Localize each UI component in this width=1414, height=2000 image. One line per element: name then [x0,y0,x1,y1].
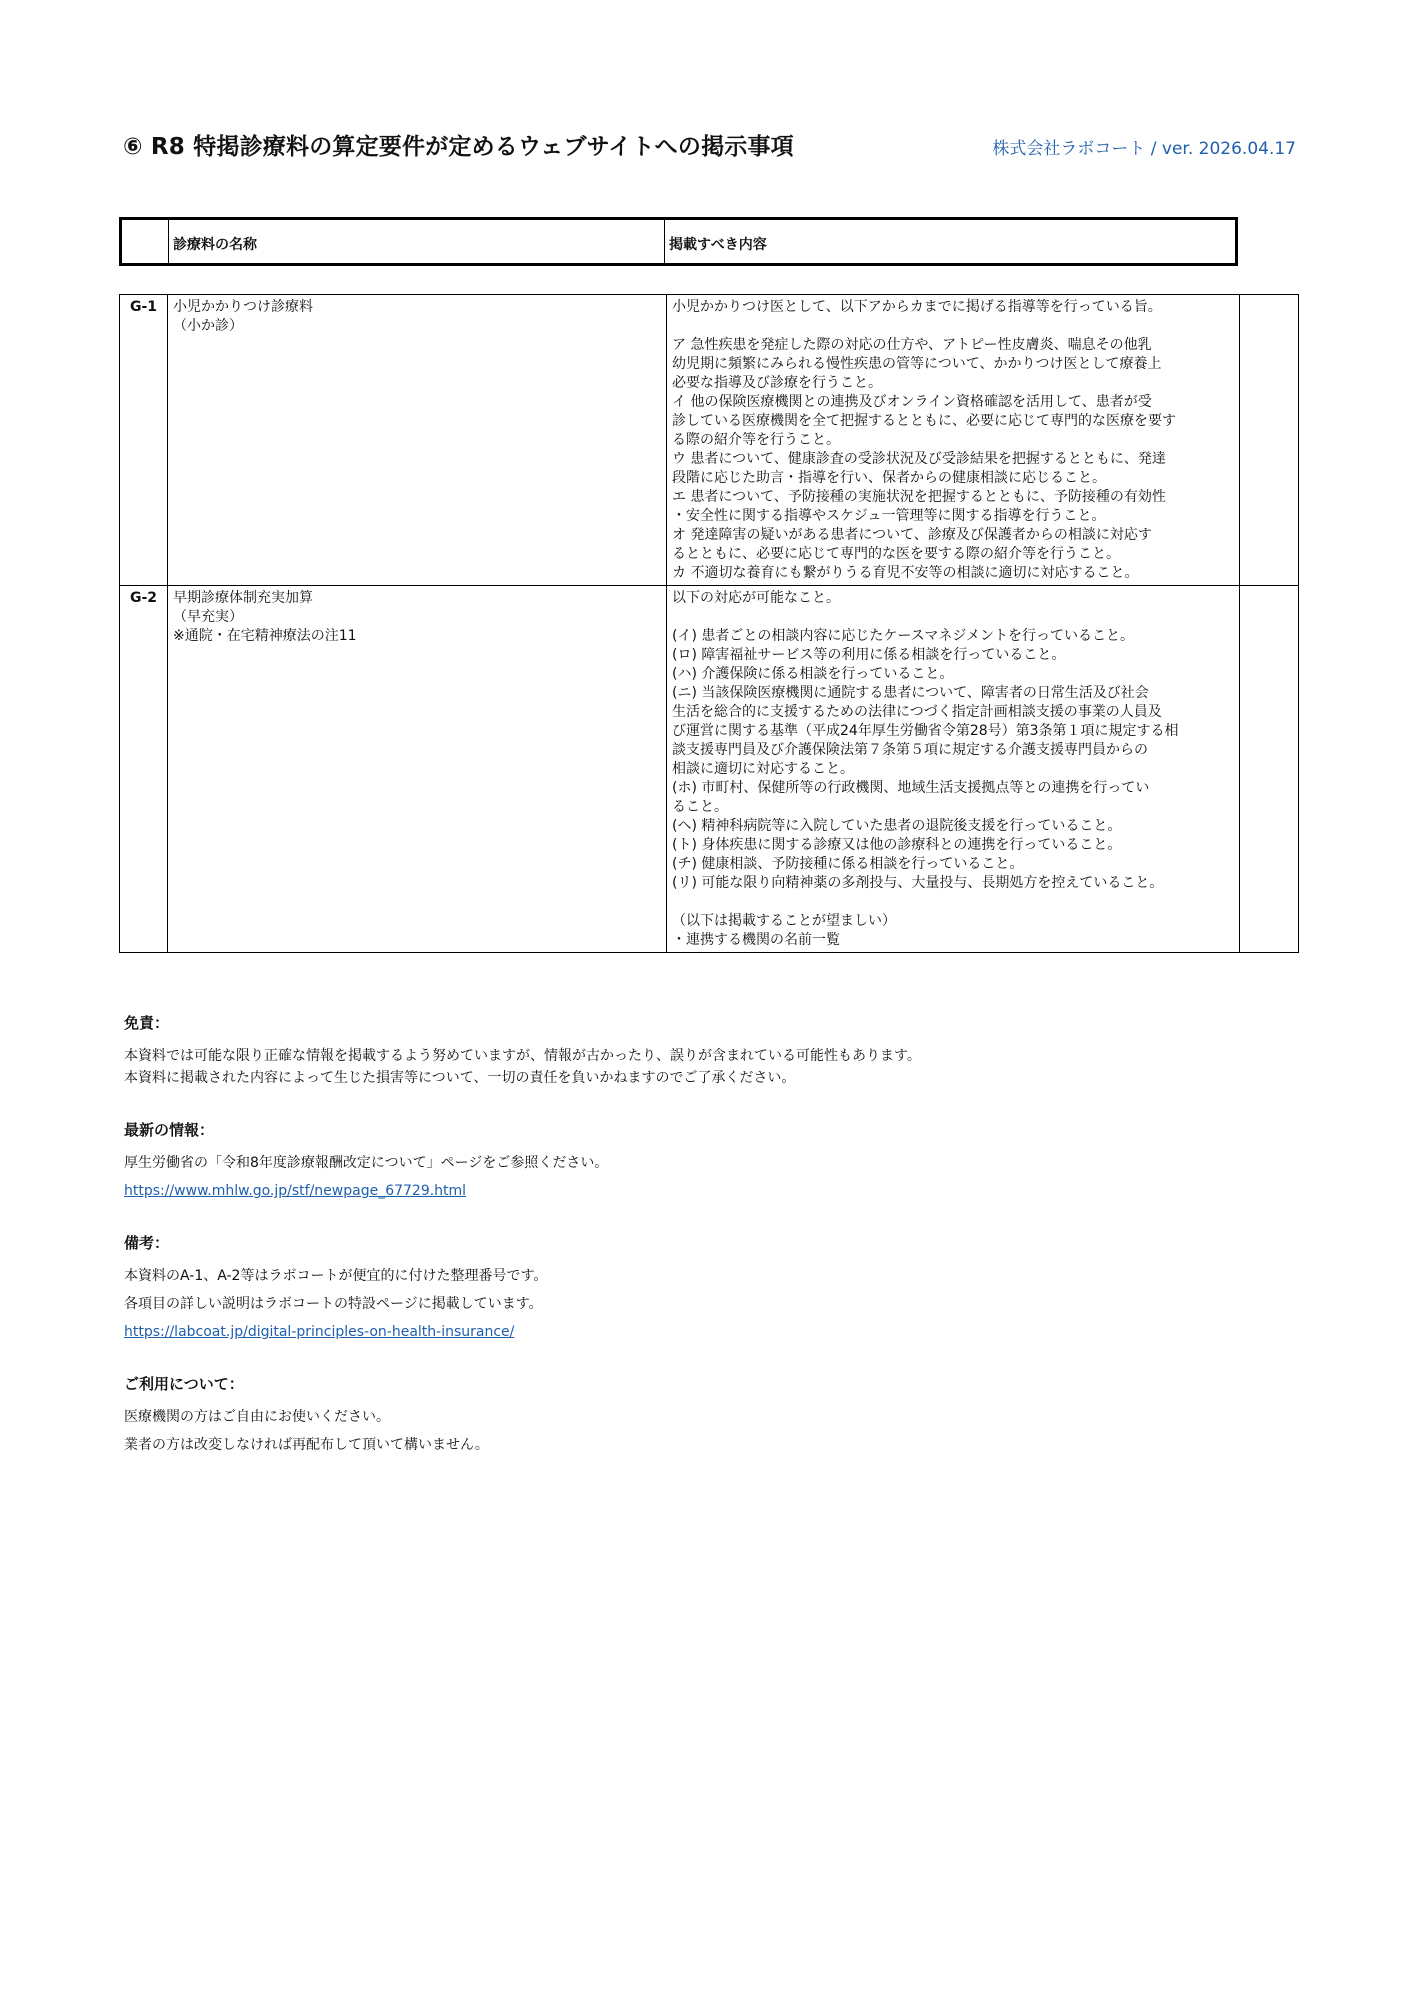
row-content-line: (ヘ) 精神科病院等に入院していた患者の退院後支援を行っていること。 [672,818,1122,834]
row-content-line: カ 不適切な養育にも繋がりうる育児不安等の相談に適切に対応すること。 [672,565,1139,581]
row-content-line: ・連携する機関の名前一覧 [672,932,840,948]
row-name-line: （小か診） [173,318,243,334]
row-content-line: 診している医療機関を全て把握するとともに、必要に応じて専門的な医療を要す [672,413,1176,429]
row-code: G-2 [120,586,168,953]
row-content-line: 生活を総合的に支援するための法律につづく指定計画相談支援の事業の人員及 [672,704,1162,720]
row-content-line: ・安全性に関する指導やスケジュ一管理等に関する指導を行うこと。 [672,508,1106,524]
row-content-line: 幼児期に頻繁にみられる慢性疾患の管等について、かかりつけ医として療養上 [672,356,1162,372]
row-content-line: る際の紹介等を行うこと。 [672,432,840,448]
table-row [120,295,1299,586]
row-content-cell [667,295,1240,586]
header-code-cell [122,220,169,263]
row-content-cell [667,586,1240,953]
row-content-line: (ト) 身体疾患に関する診療又は他の診療科との連携を行っていること。 [672,837,1122,853]
row-content-line: エ 患者について、予防接種の実施状況を把握するとともに、予防接種の有効性 [672,489,1166,505]
table-row [120,586,1299,953]
row-content-line: 段階に応じた助言・指導を行い、保者からの健康相談に応じること。 [672,470,1106,486]
row-content-line: び運営に関する基準（平成24年厚生労働省令第28号）第3条第１項に規定する相 [672,723,1179,739]
disclaimer-line: 本資料に掲載された内容によって生じた損害等について、一切の責任を負いかねますのでご了承ください。 [124,1070,796,1086]
row-check-cell [1240,295,1299,586]
row-content-line: 小児かかりつけ医として、以下アからカまでに掲げる指導等を行っている旨。 [672,299,1162,315]
publisher-version: 株式会社ラボコート / ver. 2026.04.17 [992,139,1296,159]
row-content-line: (ニ) 当該保険医療機関に通院する患者について、障害者の日常生活及び社会 [672,685,1149,701]
remarks-line: 各項目の詳しい説明はラボコートの特設ページに掲載しています。 [124,1296,543,1312]
row-check-cell [1240,586,1299,953]
row-code: G-1 [120,295,168,586]
labcoat-link[interactable]: https://labcoat.jp/digital-principles-on-health-insurance/ [124,1324,515,1340]
row-content-line: (チ) 健康相談、予防接種に係る相談を行っていること。 [672,856,1024,872]
row-name-line: 小児かかりつけ診療料 [173,299,313,315]
row-name-line: 早期診療体制充実加算 [173,590,313,606]
row-content-line: ウ 患者について、健康診査の受診状況及び受診結果を把握するとともに、発達 [672,451,1166,467]
row-content-line: (ロ) 障害福祉サービス等の利用に係る相談を行っていること。 [672,647,1066,663]
usage-line: 医療機関の方はご自由にお使いください。 [124,1409,390,1425]
row-content-line: (ハ) 介護保険に係る相談を行っていること。 [672,666,954,682]
content-spacer [672,893,1234,912]
row-content-line: （以下は掲載することが望ましい） [672,913,896,929]
remarks-section [124,1232,1284,1343]
table-header [119,217,1238,266]
usage-line: 業者の方は改変しなければ再配布して頂いて構いません。 [124,1437,489,1453]
content-spacer [672,608,1234,627]
row-content-line: オ 発達障害の疑いがある患者について、診療及び保護者からの相談に対応す [672,527,1152,543]
row-content-line: 談支援専門員及び介護保険法第７条第５項に規定する介護支援専門員からの [672,742,1148,758]
remarks-line: 本資料のA-1、A-2等はラボコートが便宜的に付けた整理番号です。 [124,1268,548,1284]
row-content-line: (ホ) 市町村、保健所等の行政機関、地域生活支援拠点等との連携を行ってい [672,780,1150,796]
latest-info-heading: 最新の情報： [124,1121,215,1139]
row-name-cell [168,295,667,586]
disclaimer-line: 本資料では可能な限り正確な情報を掲載するよう努めていますが、情報が古かったり、誤りが含まれている可能性もあります。 [124,1048,921,1064]
latest-info-section [124,1119,1284,1202]
row-content-line: 相談に適切に対応すること。 [672,761,854,777]
header-content-column: 掲載すべき内容 [669,237,767,253]
row-content-line: 必要な指導及び診療を行うこと。 [672,375,882,391]
disclaimer-heading: 免責： [124,1014,170,1032]
row-content-line: (イ) 患者ごとの相談内容に応じたケースマネジメントを行っていること。 [672,628,1134,644]
usage-section [124,1373,1284,1456]
row-content-line: 以下の対応が可能なこと。 [672,590,840,606]
disclaimer-section [124,1012,1284,1089]
row-content-line: (リ) 可能な限り向精神薬の多剤投与、大量投与、長期処方を控えていること。 [672,875,1164,891]
mhlw-link[interactable]: https://www.mhlw.go.jp/stf/newpage_67729.html [124,1183,467,1199]
notes-section [124,1012,1284,1456]
requirements-table [119,294,1299,953]
row-content-line: イ 他の保険医療機関との連携及びオンライン資格確認を活用して、患者が受 [672,394,1152,410]
remarks-heading: 備考： [124,1234,170,1252]
row-name-line: ※通院・在宅精神療法の注11 [173,628,357,644]
page-title: ⑥ R8 特掲診療料の算定要件が定めるウェブサイトへの掲示事項 [123,134,794,160]
latest-info-line: 厚生労働省の「令和8年度診療報酬改定について」ページをご参照ください。 [124,1155,609,1171]
row-name-line: （早充実） [173,609,243,625]
usage-heading: ご利用について： [124,1375,244,1393]
row-name-cell [168,586,667,953]
row-content-line: るとともに、必要に応じて専門的な医を要する際の紹介等を行うこと。 [672,546,1120,562]
content-spacer [672,317,1234,336]
row-content-line: ること。 [672,799,728,815]
row-content-line: ア 急性疾患を発症した際の対応の仕方や、アトピー性皮膚炎、喘息その他乳 [672,337,1152,353]
header-name-column: 診療料の名称 [169,220,665,263]
